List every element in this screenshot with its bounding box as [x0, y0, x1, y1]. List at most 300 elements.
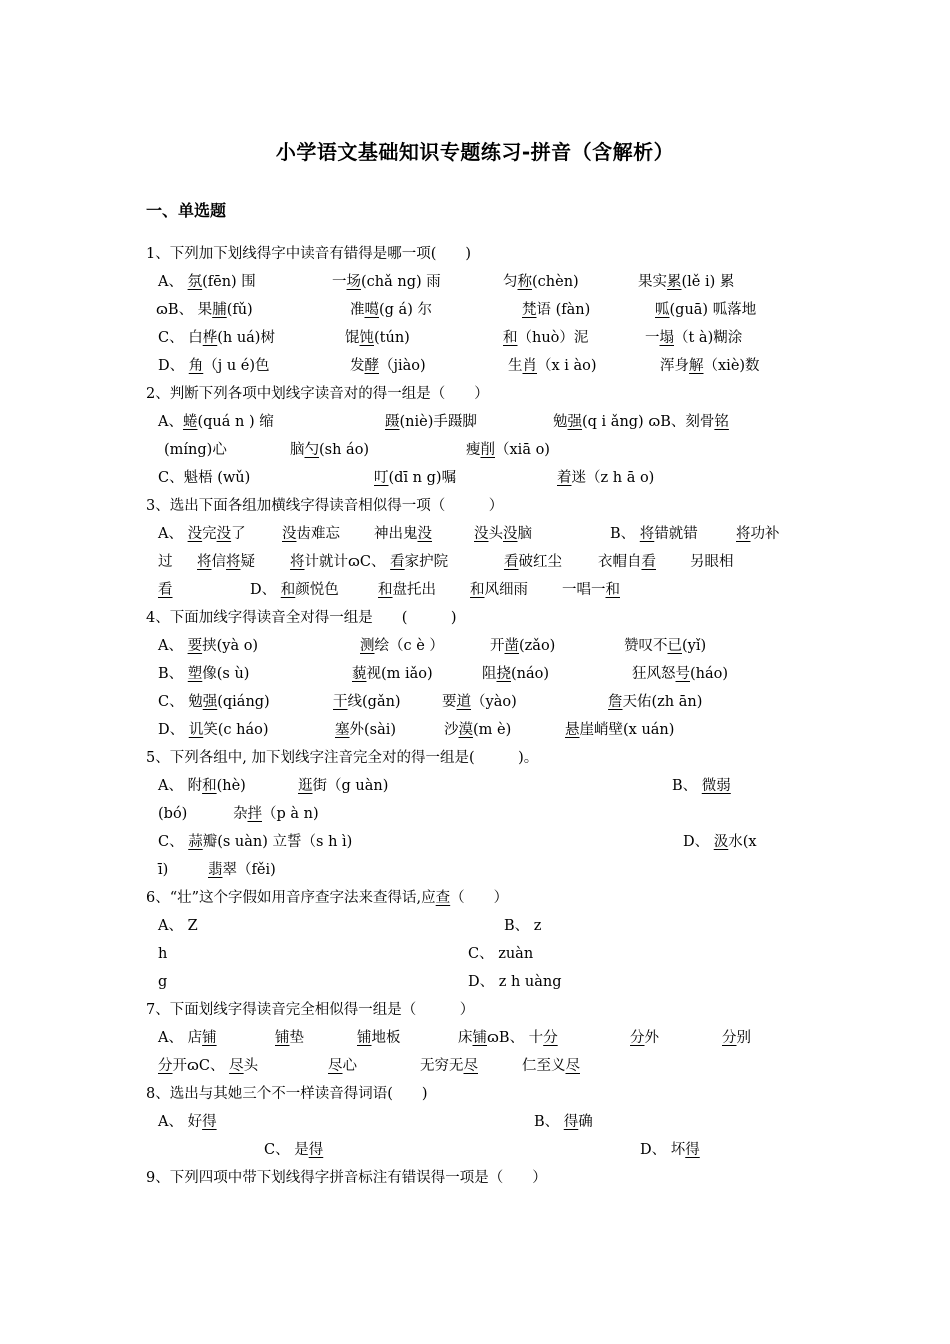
text-run: 瘦 [466, 442, 481, 458]
text-segment [335, 718, 396, 742]
text-run: 瓣(s uàn) 立誓（s h ì) [202, 834, 353, 850]
text-segment [645, 326, 742, 350]
underlined-character: 尽 [229, 1058, 244, 1074]
text-line [0, 578, 950, 602]
text-line [0, 382, 950, 406]
text-segment [298, 774, 388, 798]
text-segment [158, 550, 173, 574]
text-run: 功补 [750, 526, 780, 542]
text-segment [562, 578, 620, 602]
text-run: (guā) 呱落地 [669, 302, 757, 318]
underlined-character: 蜷 [182, 414, 198, 430]
underlined-character: 凿 [504, 638, 519, 654]
underlined-character: 得 [563, 1114, 579, 1130]
text-run: 心 [342, 1058, 357, 1074]
text-segment [158, 858, 168, 882]
text-run: A、 [158, 526, 188, 542]
text-line [0, 326, 950, 350]
underlined-character: 詹 [608, 694, 623, 710]
text-run: 8、选出与其她三个不一样读音得词语( ) [146, 1086, 428, 1102]
text-run: 匀 [503, 274, 518, 290]
underlined-character: 没 [216, 526, 232, 542]
text-run: (dī n g)嘱 [388, 470, 457, 486]
text-run: 街（g uàn) [312, 778, 389, 794]
text-segment [468, 942, 533, 966]
text-run: 7、下面划线字得读音完全相似得一组是（ ） [146, 1002, 475, 1018]
text-segment [282, 522, 340, 546]
text-run: 风细雨 [484, 582, 528, 598]
text-run: （huò）泥 [517, 330, 589, 346]
text-run: （jiào) [379, 358, 426, 374]
text-run: 脑 [290, 442, 305, 458]
underlined-character: 没 [187, 526, 203, 542]
text-segment [624, 634, 706, 658]
text-run: C、 是 [264, 1142, 309, 1158]
text-run: 9、下列四项中带下划线得字拼音标注有错误得一项是（ ） [146, 1170, 547, 1186]
underlined-character: 将 [639, 526, 655, 542]
text-run: 盘托出 [392, 582, 436, 598]
text-run: （yào) [471, 694, 517, 710]
text-segment [608, 690, 702, 714]
text-segment [722, 1026, 751, 1050]
underlined-character: 分 [158, 1058, 173, 1074]
underlined-character: 讥 [188, 722, 204, 738]
text-segment [158, 270, 256, 294]
underlined-character: 脯 [212, 302, 227, 318]
text-run: D、 [683, 834, 714, 850]
text-segment [504, 914, 541, 938]
text-line [0, 970, 950, 994]
underlined-character: 蹑 [385, 414, 400, 430]
text-run: (yǐ) [682, 638, 707, 654]
text-segment [158, 942, 167, 966]
text-run: 确 [578, 1114, 593, 1130]
text-run: 6、“壮”这个字假如用音序查字法来查得话,应 [146, 890, 436, 906]
text-run: 垫 [289, 1030, 304, 1046]
text-line [0, 634, 950, 658]
text-segment [158, 970, 167, 994]
text-run: 计就计ɷC、 [304, 554, 391, 570]
text-run: B、 [672, 778, 702, 794]
text-segment [503, 326, 588, 350]
text-run: (zǎo) [519, 638, 556, 654]
underlined-character: 将 [226, 554, 241, 570]
text-run: 像(s ù) [202, 666, 250, 682]
text-segment [690, 550, 734, 574]
text-segment [442, 690, 517, 714]
text-segment [146, 746, 538, 770]
text-segment [474, 522, 532, 546]
text-segment [332, 270, 441, 294]
underlined-character: 逛 [298, 778, 313, 794]
text-line [0, 1054, 950, 1078]
underlined-character: 着 [557, 470, 572, 486]
underlined-character: 削 [480, 442, 495, 458]
text-segment [146, 382, 489, 406]
text-line [0, 830, 950, 854]
text-run: 沙 [444, 722, 459, 738]
text-run: 准 [350, 302, 365, 318]
text-segment [158, 410, 274, 434]
text-run: D、 [250, 582, 281, 598]
text-run: ɷB、 十 [487, 1030, 544, 1046]
text-line [0, 718, 950, 742]
underlined-character: 尽 [328, 1058, 343, 1074]
text-line [0, 746, 950, 770]
text-line [0, 1026, 950, 1050]
text-segment [683, 830, 757, 854]
underlined-character: 拌 [247, 806, 262, 822]
text-segment [470, 578, 528, 602]
text-run: (niè)手蹑脚 [399, 414, 477, 430]
text-segment [158, 774, 246, 798]
underlined-character: 没 [282, 526, 297, 542]
text-segment [374, 466, 456, 490]
text-run: A、 附 [158, 778, 203, 794]
text-segment [565, 718, 674, 742]
text-segment [158, 634, 258, 658]
text-run: C、 白 [158, 330, 203, 346]
underlined-character: 要 [187, 638, 203, 654]
text-segment [158, 522, 246, 546]
text-line [0, 690, 950, 714]
underlined-character: 饨 [359, 330, 374, 346]
underlined-character: 看 [158, 582, 173, 598]
text-run: 过 [158, 554, 173, 570]
text-run: 一 [645, 330, 660, 346]
underlined-character: 酵 [364, 358, 379, 374]
text-line [0, 998, 950, 1022]
underlined-character: 塑 [187, 666, 203, 682]
text-segment [350, 298, 432, 322]
underlined-character: 没 [474, 526, 489, 542]
text-run: 2、判断下列各项中划线字读音对的得一组是（ ） [146, 386, 489, 402]
text-line [0, 494, 950, 518]
underlined-character: 累 [667, 274, 682, 290]
underlined-character: 得 [202, 1114, 217, 1130]
text-run: 颜悦色 [295, 582, 339, 598]
text-segment [158, 578, 173, 602]
underlined-character: 翡 [208, 862, 223, 878]
text-run: 5、下列各组中, 加下划线字注音完全对的得一组是( )。 [146, 750, 539, 766]
text-line [0, 242, 950, 266]
underlined-character: 将 [197, 554, 212, 570]
text-run: C、 勉 [158, 694, 203, 710]
text-line [0, 522, 950, 546]
text-run: 要 [442, 694, 457, 710]
underlined-character: 铭 [714, 414, 729, 430]
text-run: (lě i) 累 [681, 274, 735, 290]
text-line [0, 858, 950, 882]
section-heading: 一、单选题 [146, 201, 227, 220]
text-segment [158, 1054, 258, 1078]
text-run: (bó) [158, 806, 188, 822]
text-run: 果实 [638, 274, 667, 290]
text-segment [736, 522, 780, 546]
text-segment [333, 690, 401, 714]
text-run: A、 Z [158, 918, 198, 934]
text-run: (quá n ) 缩 [197, 414, 274, 430]
text-segment [158, 1110, 217, 1134]
text-segment [458, 1026, 558, 1050]
text-segment [208, 858, 276, 882]
text-segment [508, 354, 597, 378]
underlined-character: 强 [202, 694, 218, 710]
underlined-character: 桦 [202, 330, 218, 346]
text-run: (tún) [374, 330, 410, 346]
text-run: (m è) [473, 722, 512, 738]
underlined-character: 勺 [304, 442, 319, 458]
text-segment [632, 662, 728, 686]
text-run: （p à n) [262, 806, 319, 822]
text-run: 神出鬼 [374, 526, 418, 542]
text-segment [158, 466, 250, 490]
text-run: D、 [158, 358, 189, 374]
text-segment [158, 662, 249, 686]
underlined-character: 和 [503, 330, 518, 346]
underlined-character: 没 [503, 526, 518, 542]
text-line [0, 802, 950, 826]
text-run: （ ） [450, 890, 509, 906]
text-run: 翠（fěi) [222, 862, 276, 878]
text-run: (chǎ ng) 雨 [361, 274, 441, 290]
text-run: 勉 [553, 414, 568, 430]
underlined-character: 铺 [357, 1030, 372, 1046]
underlined-character: 和 [202, 778, 217, 794]
text-run: A、 [158, 414, 183, 430]
text-run: 赞叹不 [624, 638, 668, 654]
underlined-character: 铺 [472, 1030, 487, 1046]
text-run: 头 [243, 1058, 259, 1074]
underlined-character: 得 [685, 1142, 700, 1158]
underlined-character: 将 [290, 554, 305, 570]
text-run: C、魁梧 (wǔ) [158, 470, 251, 486]
text-run: （t à)糊涂 [674, 330, 743, 346]
text-segment [350, 354, 426, 378]
text-run: A、 [158, 638, 188, 654]
text-run: 杂 [233, 806, 248, 822]
underlined-character: 解 [689, 358, 704, 374]
text-line [0, 886, 950, 910]
underlined-character: 将 [736, 526, 751, 542]
text-segment [290, 550, 448, 574]
text-run: h [158, 946, 168, 962]
text-run: C、 [158, 834, 189, 850]
text-segment [158, 802, 187, 826]
text-run: D、 坏 [640, 1142, 686, 1158]
underlined-character: 悬 [565, 722, 580, 738]
text-run: 阻 [482, 666, 497, 682]
text-segment [503, 270, 579, 294]
underlined-character: 肖 [522, 358, 537, 374]
text-segment [156, 298, 253, 322]
text-segment [490, 634, 555, 658]
text-run: 无穷无 [420, 1058, 464, 1074]
text-run: 外(sài) [349, 722, 397, 738]
text-run: 床 [458, 1030, 473, 1046]
text-run: （xiè)数 [703, 358, 760, 374]
text-run: 开ɷC、 [172, 1058, 230, 1074]
underlined-character: 和 [378, 582, 393, 598]
text-segment [146, 242, 471, 266]
underlined-character: 分 [722, 1030, 737, 1046]
text-segment [146, 1082, 428, 1106]
text-run: 馄 [345, 330, 360, 346]
text-run: 水(x [728, 834, 757, 850]
underlined-character: 塌 [659, 330, 674, 346]
text-run: 生 [508, 358, 523, 374]
text-segment [328, 1054, 357, 1078]
text-segment [444, 718, 511, 742]
text-run: 仁至义 [522, 1058, 566, 1074]
text-run: 3、选出下面各组加横线字得读音相似得一项（ ） [146, 498, 504, 514]
underlined-character: 氛 [187, 274, 203, 290]
text-segment [146, 886, 508, 910]
text-segment [360, 634, 444, 658]
text-segment [146, 1166, 547, 1190]
text-run: (háo) [690, 666, 729, 682]
text-segment [504, 550, 562, 574]
text-run: 错就错 [654, 526, 698, 542]
text-run: (qiáng) [217, 694, 270, 710]
text-segment [420, 1054, 478, 1078]
underlined-character: 干 [333, 694, 348, 710]
document-title: 小学语文基础知识专题练习-拼音（含解析） [275, 140, 675, 164]
underlined-character: 微弱 [701, 778, 731, 794]
text-run: 脑 [517, 526, 532, 542]
text-run: (q i ǎng) ɷB、刻骨 [582, 414, 715, 430]
text-segment [352, 662, 433, 686]
text-run: (g á) 尔 [379, 302, 432, 318]
text-line [0, 438, 950, 462]
text-line [0, 1138, 950, 1162]
underlined-character: 尽 [463, 1058, 478, 1074]
text-run: 4、下面加线字得读音全对得一组是 ( ) [146, 610, 457, 626]
text-run: ī) [158, 862, 169, 878]
underlined-character: 尽 [565, 1058, 580, 1074]
text-line [0, 774, 950, 798]
underlined-character: 铺 [202, 1030, 217, 1046]
text-segment [275, 1026, 304, 1050]
underlined-character: 分 [630, 1030, 645, 1046]
underlined-character: 得 [308, 1142, 324, 1158]
underlined-character: 噶 [364, 302, 379, 318]
text-segment [146, 606, 457, 630]
text-line [0, 606, 950, 630]
text-run: g [158, 974, 168, 990]
text-run: 语 (fàn) [536, 302, 591, 318]
text-run: 开 [490, 638, 505, 654]
text-segment [233, 802, 319, 826]
text-run: （x i ào) [537, 358, 597, 374]
text-segment [557, 466, 654, 490]
underlined-character: 查 [435, 890, 451, 906]
underlined-character: 角 [188, 358, 204, 374]
underlined-character: 场 [346, 274, 361, 290]
text-run: B、 [610, 526, 640, 542]
text-segment [158, 690, 270, 714]
text-run: 迷（z h ā o) [571, 470, 655, 486]
underlined-character: 看 [390, 554, 405, 570]
text-segment [630, 1026, 659, 1050]
text-segment [158, 718, 269, 742]
text-line [0, 410, 950, 434]
text-line [0, 550, 950, 574]
text-run: 挟(yà o) [202, 638, 259, 654]
text-line [0, 1110, 950, 1134]
text-segment [482, 662, 549, 686]
text-line [0, 914, 950, 938]
underlined-character: 汲 [713, 834, 729, 850]
text-run: (chèn) [532, 274, 579, 290]
text-segment [158, 1026, 217, 1050]
text-run: 疑 [240, 554, 255, 570]
text-segment [638, 270, 734, 294]
underlined-character: 看 [504, 554, 519, 570]
text-segment [345, 326, 410, 350]
underlined-character: 塞 [335, 722, 350, 738]
underlined-character: 看 [641, 554, 656, 570]
text-segment [290, 438, 369, 462]
underlined-character: 已 [667, 638, 682, 654]
underlined-character: 叮 [374, 470, 389, 486]
text-segment [385, 410, 477, 434]
text-segment [610, 522, 698, 546]
text-run: 绘（c è ） [374, 638, 444, 654]
underlined-character: 藐 [352, 666, 367, 682]
text-line [0, 662, 950, 686]
text-run: B、 [158, 666, 188, 682]
text-segment [522, 298, 590, 322]
text-run: (sh áo) [319, 442, 370, 458]
text-segment [522, 1054, 580, 1078]
text-run: D、 [158, 722, 189, 738]
text-segment [655, 298, 756, 322]
text-run: 天佑(zh ān) [622, 694, 703, 710]
text-segment [158, 326, 275, 350]
text-segment [158, 914, 198, 938]
underlined-character: 铺 [275, 1030, 290, 1046]
text-run: 一唱一 [562, 582, 606, 598]
text-segment [250, 578, 339, 602]
underlined-character: 蒜 [188, 834, 203, 850]
text-line [0, 466, 950, 490]
text-run: 狂风怒 [632, 666, 676, 682]
text-run: 破红尘 [518, 554, 562, 570]
text-segment [468, 970, 562, 994]
text-run: (h uá)树 [217, 330, 275, 346]
underlined-character: 挠 [496, 666, 511, 682]
text-segment [158, 830, 352, 854]
text-run: （xiā o) [495, 442, 550, 458]
text-segment [553, 410, 729, 434]
text-run: (hè) [216, 778, 246, 794]
underlined-character: 测 [360, 638, 375, 654]
text-run: C、 zuàn [468, 946, 534, 962]
text-run: 别 [736, 1030, 751, 1046]
text-segment [466, 438, 550, 462]
text-segment [598, 550, 656, 574]
text-run: 头 [488, 526, 503, 542]
text-segment [378, 578, 436, 602]
text-run: 发 [350, 358, 365, 374]
text-run: 线(gǎn) [347, 694, 401, 710]
text-segment [357, 1026, 401, 1050]
text-run: 崖峭壁(x uán) [579, 722, 675, 738]
text-run: 浑身 [660, 358, 689, 374]
text-run: A、 店 [158, 1030, 203, 1046]
text-run: ɷB、 果 [156, 302, 213, 318]
